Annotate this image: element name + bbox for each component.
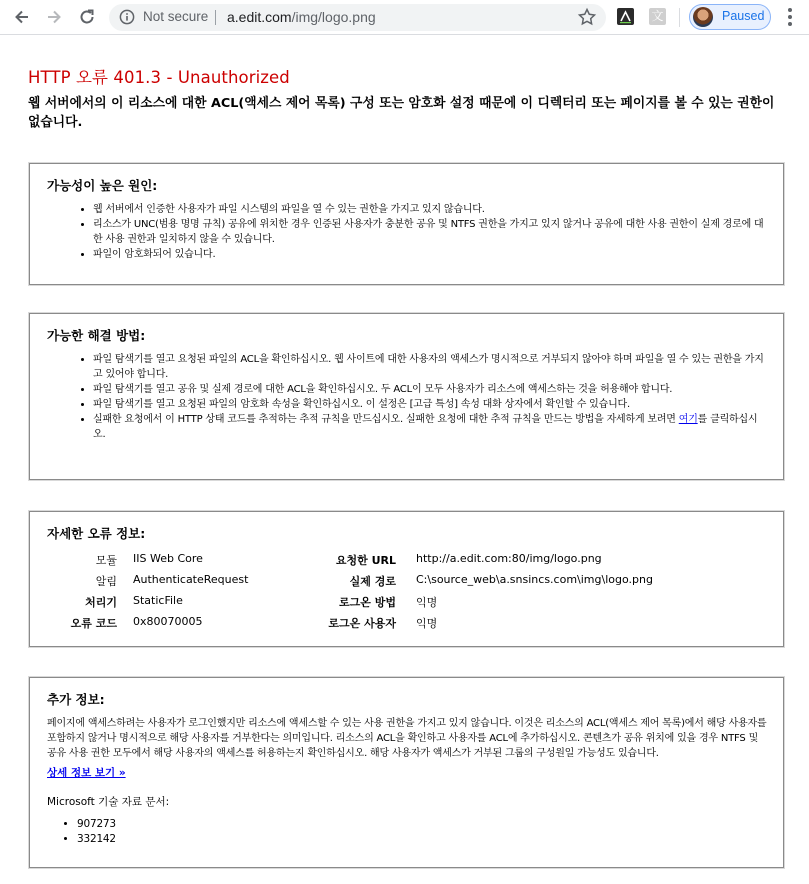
detail-value: StaticFile bbox=[133, 594, 183, 607]
detail-label: 로그온 방법 bbox=[339, 596, 396, 609]
causes-list bbox=[47, 202, 767, 262]
likely-causes-section bbox=[29, 163, 784, 285]
url-text[interactable] bbox=[227, 9, 376, 25]
detail-label: 알림 bbox=[95, 575, 117, 588]
bookmark-star-icon[interactable] bbox=[577, 7, 597, 27]
list-item: • 파일 탐색기를 열고 요청된 파일의 암호화 속성을 확인하십시오. 이 설정은 [고급 특성] 속성 대화 상자에서 확인할 수 있습니다. bbox=[93, 397, 767, 412]
list-item: • 파일 탐색기를 열고 공유 및 실제 경로에 대한 ACL을 확인하십시오. 두 ACL이 모두 사용자가 리소스에 액세스하는 것을 허용해야 합니다. bbox=[93, 382, 767, 397]
url-domain: a.edit.com bbox=[227, 9, 292, 25]
extension-glyph-icon bbox=[617, 8, 634, 25]
list-item-text: 실패한 요청에서 이 HTTP 상태 코드를 추적하는 추적 규칙을 만드십시오. 실패한 요청에 대한 추적 규칙을 만드는 방법을 자세하게 보려면 bbox=[93, 414, 679, 425]
omnibox-divider bbox=[215, 10, 216, 25]
list-item: • 파일이 암호화되어 있습니다. bbox=[93, 247, 767, 262]
solutions-list bbox=[47, 352, 767, 442]
detail-value: http://a.edit.com:80/img/logo.png bbox=[416, 552, 602, 565]
error-description: 웹 서버에서의 이 리소스에 대한 ACL(액세스 제어 목록) 구성 또는 암호화 설정 때문에 이 디렉터리 또는 페이지를 볼 수 있는 권한이 없습니다. bbox=[28, 96, 775, 130]
avatar bbox=[693, 7, 713, 27]
detail-value: 0x80070005 bbox=[133, 615, 203, 628]
section-heading: 가능한 해결 방법: bbox=[47, 328, 146, 343]
security-label[interactable]: Not secure bbox=[143, 9, 209, 24]
extension-icon[interactable] bbox=[617, 8, 634, 25]
detail-label: 요청한 URL bbox=[335, 554, 396, 567]
detail-label: 모듈 bbox=[95, 554, 117, 567]
detail-value: 익명 bbox=[416, 596, 438, 609]
list-item: • 웹 서버에서 인증한 사용자가 파일 시스템의 파일을 열 수 있는 권한을 가지고 있지 않습니다. bbox=[93, 202, 767, 217]
here-link[interactable]: 여기 bbox=[678, 414, 698, 425]
detail-label: 오류 코드 bbox=[70, 617, 117, 630]
profile-status: Paused bbox=[722, 9, 765, 23]
list-item-text: 를 클릭하십시오. bbox=[93, 414, 758, 440]
forward-arrow-icon bbox=[45, 8, 63, 26]
detail-value: C:\source_web\a.snsincs.com\img\logo.png bbox=[416, 573, 653, 586]
detailed-error-section bbox=[29, 511, 784, 647]
url-path: /img/logo.png bbox=[291, 9, 376, 25]
forward-button[interactable] bbox=[42, 5, 66, 29]
translate-extension-icon[interactable]: 文 bbox=[649, 8, 666, 25]
toolbar-divider bbox=[679, 8, 680, 27]
more-info-link[interactable]: 상세 정보 보기 » bbox=[47, 767, 126, 779]
list-item: • 리소스가 UNC(범용 명명 규칙) 공유에 위치한 경우 인증된 사용자가 충분한 공유 및 NTFS 권한을 가지고 있지 않거나 공유에 대한 사용 권한이 실제 경로에 대한 사용 권한과 일치하지 않을 수 있습니다. bbox=[93, 217, 767, 247]
detail-label: 실제 경로 bbox=[349, 575, 396, 588]
address-bar[interactable] bbox=[109, 4, 606, 31]
more-info-paragraph: 페이지에 액세스하려는 사용자가 로그인했지만 리소스에 액세스할 수 있는 사용 권한을 가지고 있지 않습니다. 이것은 리소스의 ACL(액세스 제어 목록)에서 해당 사용자를 포함하지 않거나 명시적으로 해당 사용자를 거부한다는 의미입니다. 리소스의 ACL을 확인하고 사용자를 ACL에 추가하십시오. 콘텐츠가 공유 위치에 있을 경우 NTFS 및 공유 사용 권한 모두에서 해당 사용자의 액세스를 허용하는지 확인하십시오. 해당 사용자가 액세스가 거부된 그룹의 구성원일 가능성도 있습니다. bbox=[47, 718, 767, 759]
page-title: HTTP 오류 401.3 - Unauthorized bbox=[28, 68, 290, 87]
kb-article: • 332142 bbox=[77, 832, 767, 847]
kb-title: Microsoft 기술 자료 문서: bbox=[47, 796, 170, 808]
more-information-section bbox=[29, 677, 784, 868]
info-icon[interactable] bbox=[119, 9, 135, 25]
kb-list bbox=[47, 817, 767, 847]
browser-toolbar bbox=[0, 0, 809, 35]
back-arrow-icon bbox=[13, 8, 31, 26]
reload-button[interactable] bbox=[75, 5, 99, 29]
detail-label: 처리기 bbox=[85, 596, 117, 609]
list-item: • 파일 탐색기를 열고 요청된 파일의 ACL을 확인하십시오. 웹 사이트에 대한 사용자의 액세스가 명시적으로 거부되지 않아야 하며 파일을 열 수 있는 권한을 가지고 있어야 합니다. bbox=[93, 352, 767, 382]
kb-article: • 907273 bbox=[77, 817, 767, 832]
possible-solutions-section bbox=[29, 313, 784, 480]
back-button[interactable] bbox=[10, 5, 34, 29]
detail-value: 익명 bbox=[416, 617, 438, 630]
detail-value: IIS Web Core bbox=[133, 552, 203, 565]
list-item bbox=[93, 412, 767, 442]
more-menu-icon[interactable] bbox=[788, 8, 792, 26]
reload-icon bbox=[78, 8, 96, 26]
profile-button[interactable] bbox=[689, 4, 771, 30]
detail-label: 로그온 사용자 bbox=[328, 617, 396, 630]
section-heading: 가능성이 높은 원인: bbox=[47, 178, 158, 193]
section-heading: 추가 정보: bbox=[47, 692, 105, 707]
detail-value: AuthenticateRequest bbox=[133, 573, 249, 586]
details-grid bbox=[30, 548, 785, 638]
section-heading: 자세한 오류 정보: bbox=[47, 526, 146, 541]
